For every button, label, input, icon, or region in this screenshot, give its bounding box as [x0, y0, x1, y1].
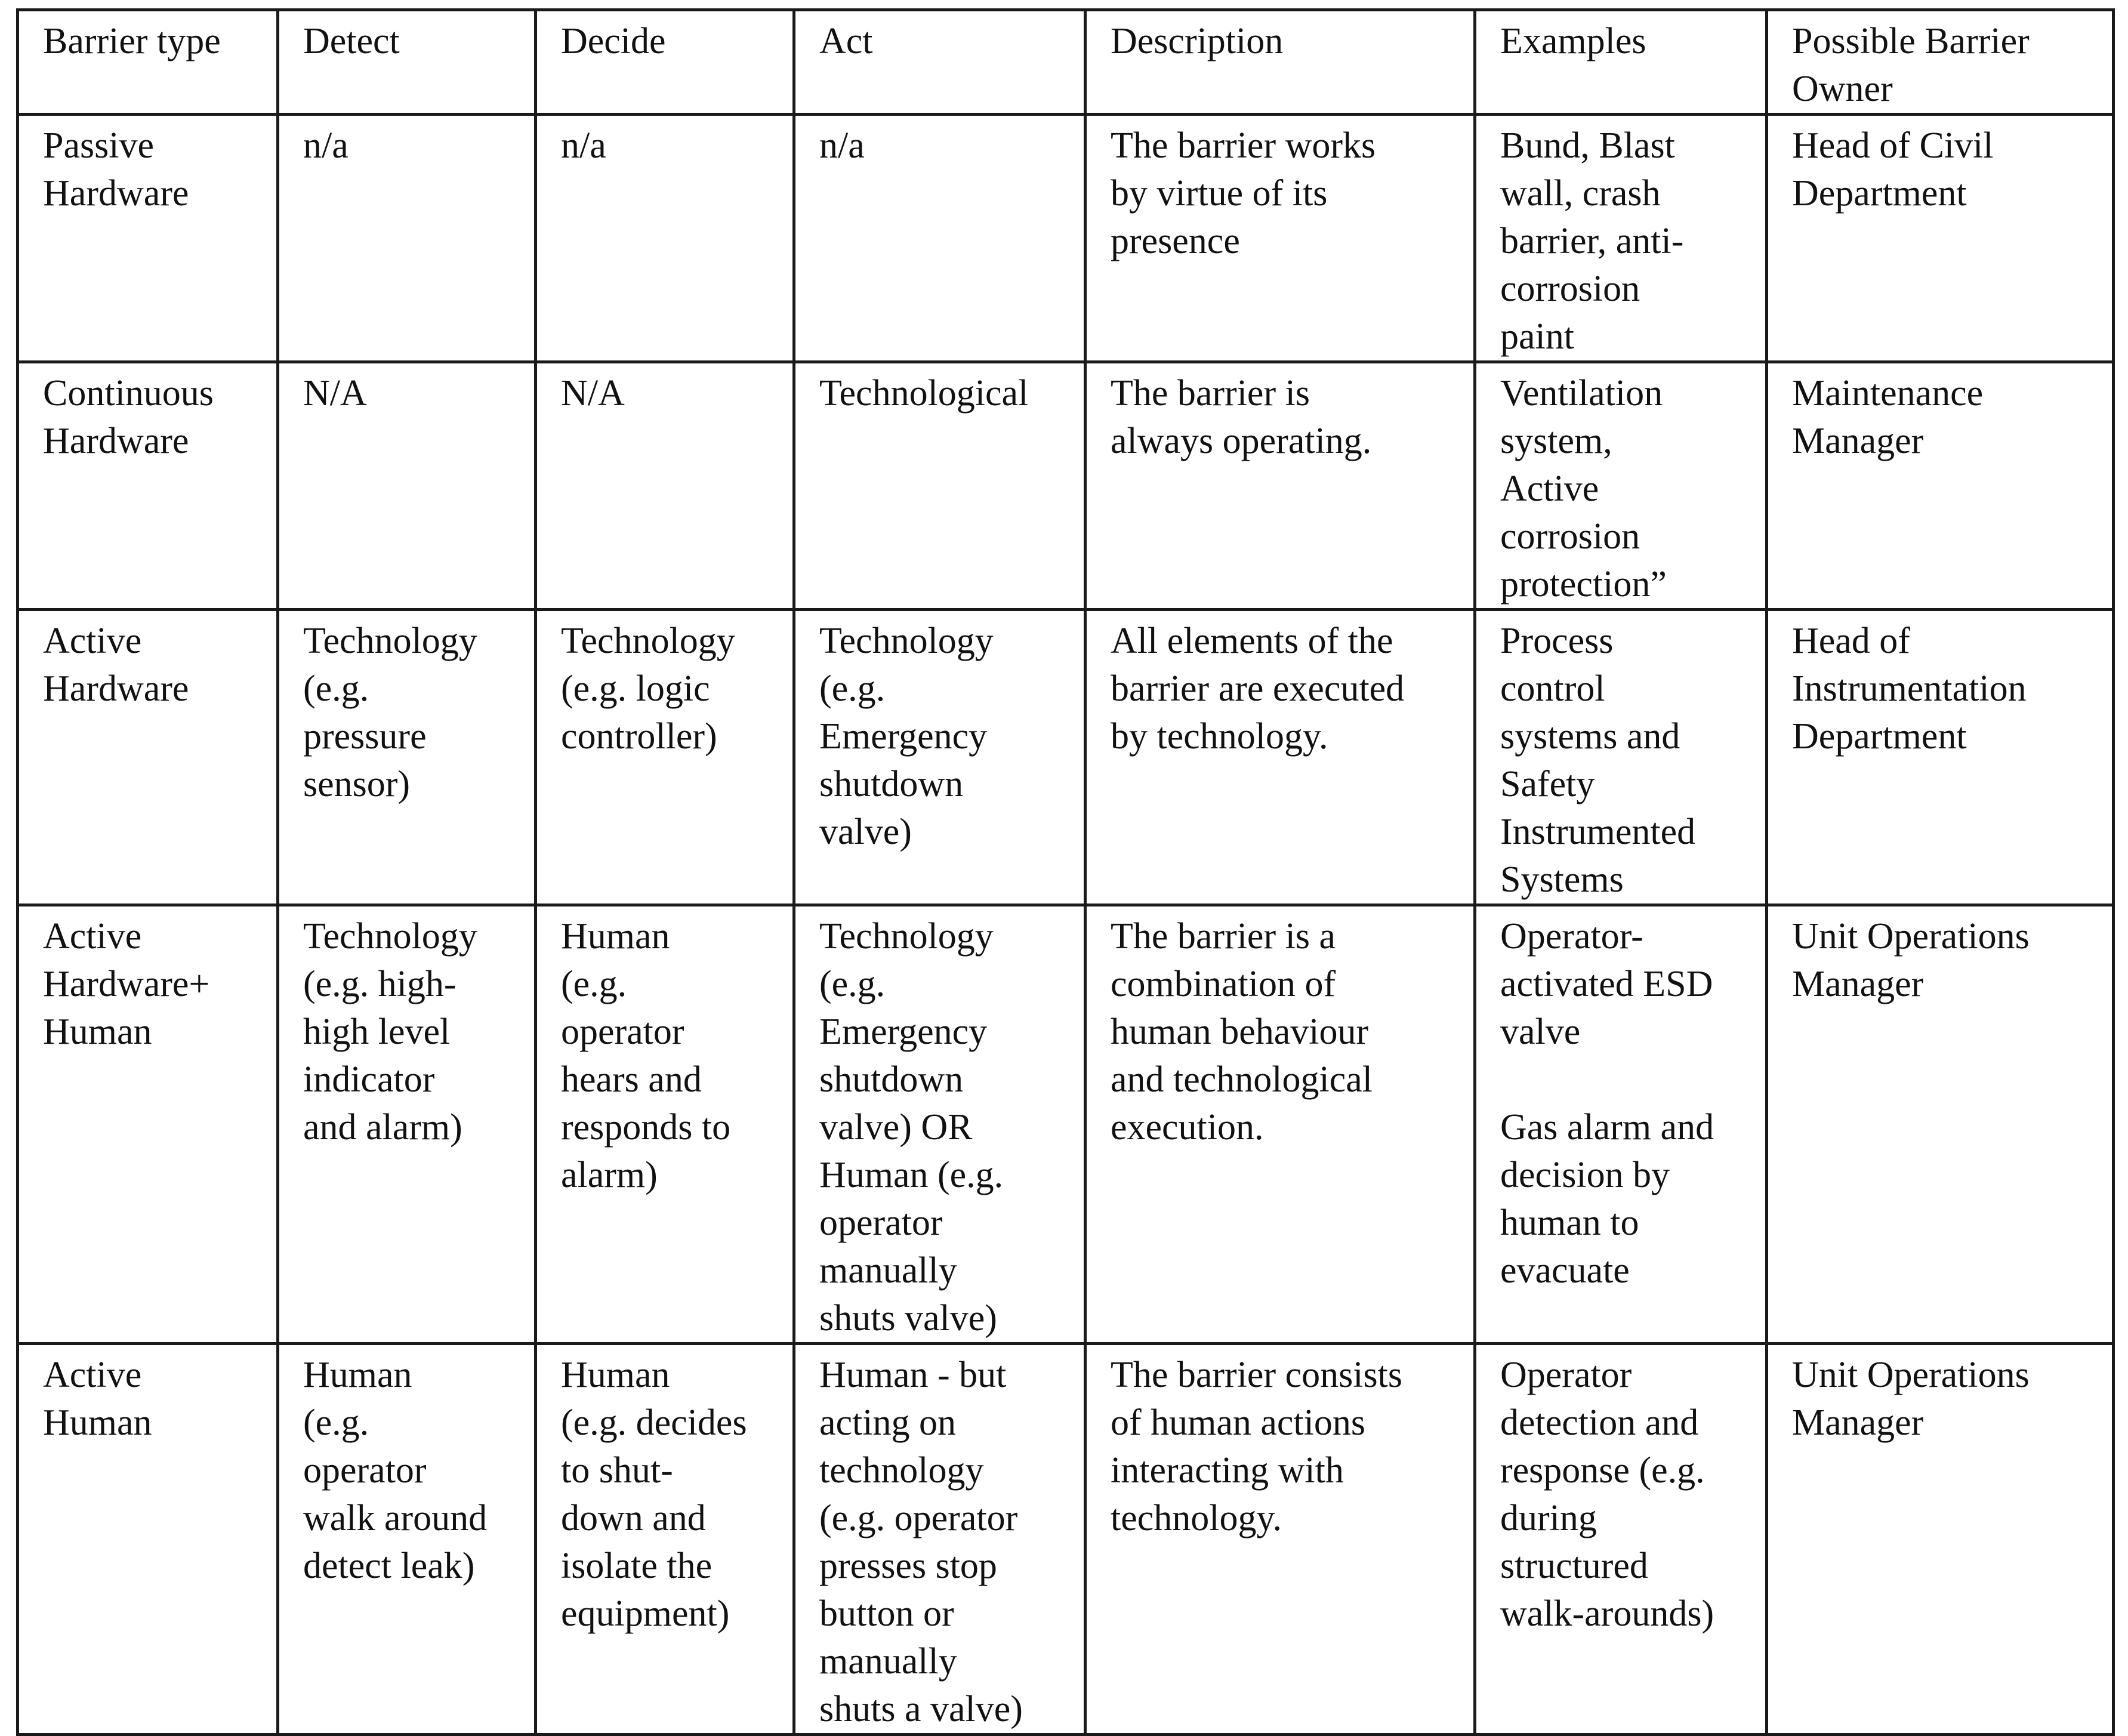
table-cell	[536, 905, 794, 1344]
table-header-row	[18, 10, 2114, 115]
table-cell	[278, 905, 536, 1344]
table-cell	[794, 905, 1085, 1344]
table-cell	[536, 1344, 794, 1735]
column-header-description	[1085, 10, 1475, 115]
cell-text: Unit Operations Manager	[1792, 1355, 2030, 1443]
cell-text: Bund, Blast wall, crash barrier, anti- corrosion paint	[1500, 125, 1684, 357]
table-row	[18, 362, 2114, 610]
cell-text: Human (e.g. operator walk around detect leak)	[303, 1355, 488, 1586]
cell-text: n/a	[819, 125, 865, 166]
header-text: Decide	[561, 21, 666, 61]
cell-text: Head of Instrumentation Department	[1792, 621, 2027, 757]
cell-text: Human - but acting on technology (e.g. operator presses stop button or manually shuts a valve)	[819, 1355, 1023, 1729]
cell-text: Active Hardware+ Human	[43, 916, 210, 1052]
cell-text: Technology (e.g. pressure sensor)	[303, 621, 477, 804]
column-header-decide	[536, 10, 794, 115]
table-cell	[794, 115, 1085, 362]
table-cell	[1767, 115, 2114, 362]
cell-text: Human (e.g. operator hears and responds to alarm)	[561, 916, 731, 1195]
cell-text: Technology (e.g. Emergency shutdown valve)	[819, 621, 994, 852]
cell-text: Technology (e.g. high- high level indicator and alarm)	[303, 916, 477, 1148]
column-header-possible-barrier-owner	[1767, 10, 2114, 115]
table-cell	[1085, 362, 1475, 610]
cell-text: Process control systems and Safety Instrumented Systems	[1500, 621, 1696, 900]
column-header-barrier-type	[18, 10, 278, 115]
table-cell	[18, 115, 278, 362]
table-cell	[278, 115, 536, 362]
table-row	[18, 905, 2114, 1344]
cell-text: n/a	[303, 125, 349, 166]
barrier-types-table	[16, 8, 2115, 1736]
table-cell	[1767, 362, 2114, 610]
header-text: Detect	[303, 21, 400, 61]
table-row	[18, 610, 2114, 905]
cell-text: Head of Civil Department	[1792, 125, 1994, 214]
table-cell	[1085, 905, 1475, 1344]
table-cell	[1475, 610, 1767, 905]
header-text: Examples	[1500, 21, 1646, 61]
cell-text: Technology (e.g. logic controller)	[561, 621, 735, 757]
cell-text: Unit Operations Manager	[1792, 916, 2030, 1004]
cell-text: Maintenance Manager	[1792, 373, 1984, 461]
column-header-examples	[1475, 10, 1767, 115]
cell-text: Active Hardware	[43, 621, 189, 709]
cell-text: The barrier works by virtue of its presence	[1111, 125, 1376, 261]
table-cell	[794, 1344, 1085, 1735]
table-cell	[794, 610, 1085, 905]
table-cell	[278, 1344, 536, 1735]
cell-text: N/A	[561, 373, 625, 414]
table-cell	[278, 610, 536, 905]
cell-text: All elements of the barrier are executed by technology.	[1111, 621, 1405, 757]
column-header-act	[794, 10, 1085, 115]
table-cell	[18, 362, 278, 610]
cell-text: The barrier is always operating.	[1111, 373, 1372, 461]
table-cell	[1767, 1344, 2114, 1735]
table-cell	[1767, 905, 2114, 1344]
table-cell	[1085, 115, 1475, 362]
table-cell	[536, 115, 794, 362]
cell-text: N/A	[303, 373, 367, 414]
table-cell	[1767, 610, 2114, 905]
cell-text: Continuous Hardware	[43, 373, 214, 461]
cell-text: The barrier consists of human actions interacting with technology.	[1111, 1355, 1402, 1538]
header-text: Barrier type	[43, 21, 221, 61]
cell-text: Operator- activated ESD valve Gas alarm and decision by human to evacuate	[1500, 916, 1714, 1291]
cell-text: Passive Hardware	[43, 125, 189, 214]
cell-text: The barrier is a combination of human behaviour and technological execution.	[1111, 916, 1373, 1148]
cell-text: Active Human	[43, 1355, 152, 1443]
table-cell	[1475, 1344, 1767, 1735]
cell-text: Ventilation system, Active corrosion protection”	[1500, 373, 1667, 605]
cell-text: Operator detection and response (e.g. during structured walk-arounds)	[1500, 1355, 1714, 1634]
cell-text: n/a	[561, 125, 606, 166]
cell-text: Human (e.g. decides to shut- down and isolate the equipment)	[561, 1355, 747, 1634]
cell-text: Technological	[819, 373, 1029, 414]
header-text: Description	[1111, 21, 1284, 61]
table-cell	[1475, 905, 1767, 1344]
table-cell	[18, 905, 278, 1344]
table-cell	[1085, 1344, 1475, 1735]
column-header-detect	[278, 10, 536, 115]
table-cell	[794, 362, 1085, 610]
header-text: Possible Barrier Owner	[1792, 21, 2030, 109]
table-row	[18, 1344, 2114, 1735]
cell-text: Technology (e.g. Emergency shutdown valve) OR Human (e.g. operator manually shuts valve)	[819, 916, 1004, 1339]
table-cell	[536, 610, 794, 905]
table-cell	[1475, 362, 1767, 610]
table-cell	[18, 610, 278, 905]
table-cell	[18, 1344, 278, 1735]
table-row	[18, 115, 2114, 362]
table-cell	[278, 362, 536, 610]
table-cell	[1475, 115, 1767, 362]
table-cell	[536, 362, 794, 610]
table-cell	[1085, 610, 1475, 905]
header-text: Act	[819, 21, 873, 61]
